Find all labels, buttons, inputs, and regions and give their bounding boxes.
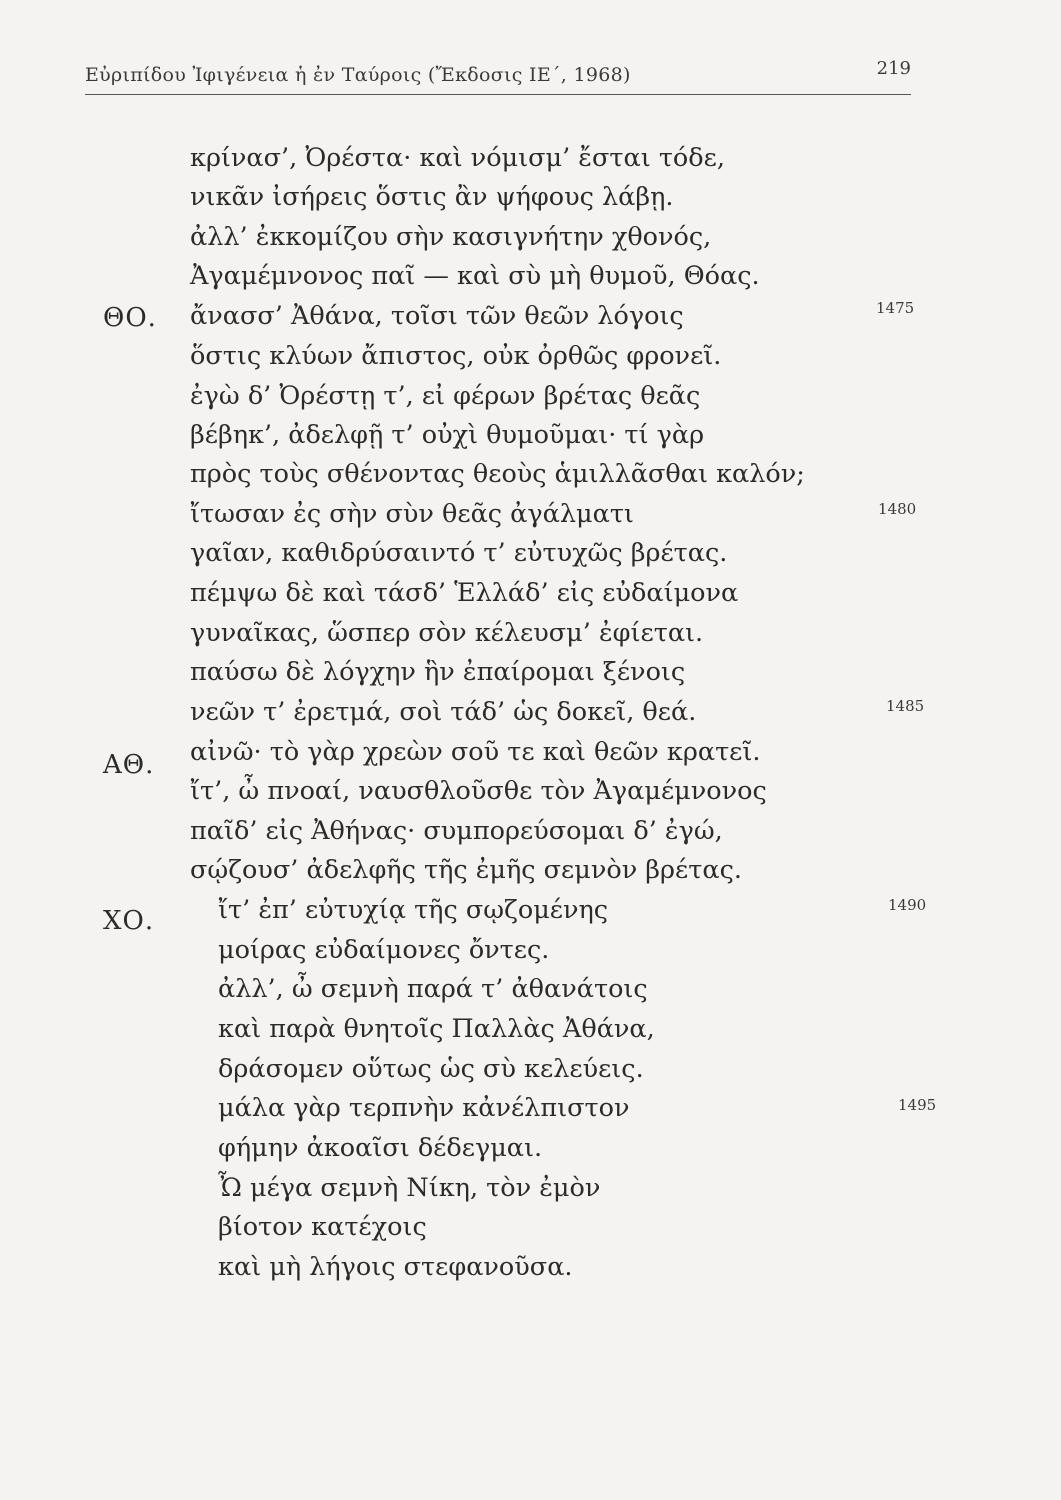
verse-line: ἀλλ’ ἐκκομίζου σὴν κασιγνήτην χθονός, xyxy=(190,222,712,252)
verse-line: φήμην ἀκοαῖσι δέδεγμαι. xyxy=(218,1133,543,1163)
line-number: 1495 xyxy=(898,1096,937,1114)
speaker-label: ΑΘ. xyxy=(103,750,155,780)
verse-line: μοίρας εὐδαίμονες ὄντες. xyxy=(218,935,550,965)
verse-line: πέμψω δὲ καὶ τάσδ’ Ἑλλάδ’ εἰς εὐδαίμονα xyxy=(190,578,739,608)
verse-line: παύσω δὲ λόγχην ἣν ἐπαίρομαι ξένοις xyxy=(190,657,686,687)
line-number: 1475 xyxy=(876,299,915,317)
verse-line: δράσομεν οὕτως ὡς σὺ κελεύεις. xyxy=(218,1054,644,1084)
line-number: 1485 xyxy=(886,697,925,715)
verse-line: σῴζουσ’ ἀδελφῆς τῆς ἐμῆς σεμνὸν βρέτας. xyxy=(190,855,742,885)
verse-line: νεῶν τ’ ἐρετμά, σοὶ τάδ’ ὡς δοκεῖ, θεά. xyxy=(190,697,697,727)
verse-line: βέβηκ’, ἀδελφῇ τ’ οὐχὶ θυμοῦμαι· τί γὰρ xyxy=(190,420,705,450)
verse-line: ἴτωσαν ἐς σὴν σὺν θεᾶς ἀγάλματι xyxy=(190,499,634,529)
verse-line: γυναῖκας, ὥσπερ σὸν κέλευσμ’ ἐφίεται. xyxy=(190,618,704,648)
speaker-label: ΧΟ. xyxy=(103,906,155,936)
verse-line: καὶ μὴ λήγοις στεφανοῦσα. xyxy=(218,1252,573,1282)
verse-line: ἴτ’, ὦ πνοαί, ναυσθλοῦσθε τὸν Ἀγαμέμνονος xyxy=(190,776,767,806)
verse-line: νικᾶν ἰσήρεις ὅστις ἂν ψήφους λάβῃ. xyxy=(190,182,674,212)
verse-line: Ἀγαμέμνονος παῖ — καὶ σὺ μὴ θυμοῦ, Θόας. xyxy=(190,261,760,291)
verse-line: παῖδ’ εἰς Ἀθήνας· συμπορεύσομαι δ’ ἐγώ, xyxy=(190,816,723,846)
verse-line: ἐγὼ δ’ Ὀρέστῃ τ’, εἰ φέρων βρέτας θεᾶς xyxy=(190,381,701,411)
verse-line: ἴτ’ ἐπ’ εὐτυχίᾳ τῆς σῳζομένης xyxy=(218,895,609,925)
verse-line: κρίνασ’, Ὀρέστα· καὶ νόμισμ’ ἔσται τόδε, xyxy=(190,143,725,173)
header-title: Εὐριπίδου Ἰφιγένεια ἡ ἐν Ταύροις (Ἔκδοσις ΙΕ΄, 1968) xyxy=(85,64,631,86)
verse-line: πρὸς τοὺς σθένοντας θεοὺς ἁμιλλᾶσθαι καλόν; xyxy=(190,459,805,489)
verse-line: γαῖαν, καθιδρύσαιντό τ’ εὐτυχῶς βρέτας. xyxy=(190,538,728,568)
verse-line: αἰνῶ· τὸ γὰρ χρεὼν σοῦ τε καὶ θεῶν κρατεῖ. xyxy=(190,737,761,767)
verse-line: ὅστις κλύων ἄπιστος, οὐκ ὀρθῶς φρονεῖ. xyxy=(190,341,722,371)
speaker-label: ΘΟ. xyxy=(103,303,157,333)
verse-line: ἄνασσ’ Ἀθάνα, τοῖσι τῶν θεῶν λόγοις xyxy=(190,301,684,331)
line-number: 1490 xyxy=(888,896,927,914)
line-number: 1480 xyxy=(878,500,917,518)
verse-line: ἀλλ’, ὦ σεμνὴ παρά τ’ ἀθανάτοις xyxy=(218,974,648,1004)
verse-line: μάλα γὰρ τερπνὴν κἀνέλπιστον xyxy=(218,1093,630,1123)
page-number: 219 xyxy=(876,58,911,79)
verse-line: βίοτον κατέχοις xyxy=(218,1212,427,1242)
verse-line: καὶ παρὰ θνητοῖς Παλλὰς Ἀθάνα, xyxy=(218,1014,655,1044)
verse-line: Ὦ μέγα σεμνὴ Νίκη, τὸν ἐμὸν xyxy=(218,1173,601,1203)
